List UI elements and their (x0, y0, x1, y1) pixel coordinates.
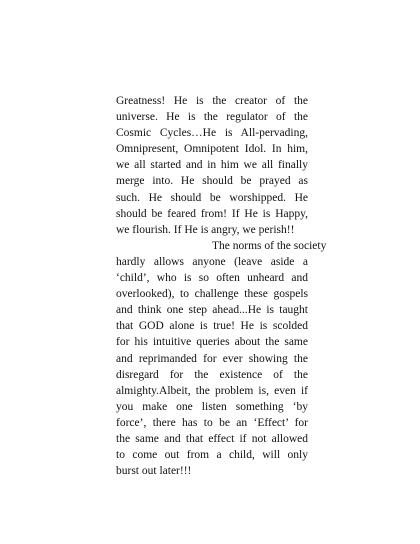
text-line: Greatness! He is the creator of the (116, 95, 308, 107)
text-line: disregard for the existence of the (116, 368, 308, 381)
text-line: force’, there has to be an ‘Effect’ for (116, 416, 308, 429)
text-line: Omnipresent, Omnipotent Idol. In him, (116, 143, 308, 156)
text-line: universe. He is the regulator of the (116, 111, 308, 124)
text-line: and reprimanded for ever showing the (116, 352, 308, 365)
text-line: we all started and in him we all finally (116, 159, 308, 172)
text-line: for his intuitive queries about the same (116, 336, 308, 349)
text-line: you make one listen something ‘by (116, 400, 308, 413)
text-line: such. He should be worshipped. He (116, 191, 308, 204)
text-line: we flourish. If He is angry, we perish!! (116, 223, 295, 236)
text-line: overlooked), to challenge these gospels (116, 288, 308, 301)
text-line: hardly allows anyone (leave aside a (116, 255, 308, 268)
text-line: should be feared from! If He is Happy, (116, 207, 308, 220)
body-text (116, 93, 327, 479)
text-line: merge into. He should be prayed as (116, 175, 308, 188)
text-line: that GOD alone is true! He is scolded (116, 320, 308, 333)
text-line: and think one step ahead...He is taught (116, 304, 308, 317)
text-line: burst out later!!! (116, 465, 192, 478)
paragraph-start-line: The norms of the society (212, 239, 327, 252)
text-line: the same and that effect if not allowed (116, 432, 308, 445)
text-line: ‘child’, who is so often unheard and (116, 272, 308, 285)
text-line: Cosmic Cycles…He is All-pervading, (116, 127, 308, 140)
text-line: almighty.Albeit, the problem is, even if (116, 384, 308, 397)
text-line: to come out from a child, will only (116, 449, 308, 462)
